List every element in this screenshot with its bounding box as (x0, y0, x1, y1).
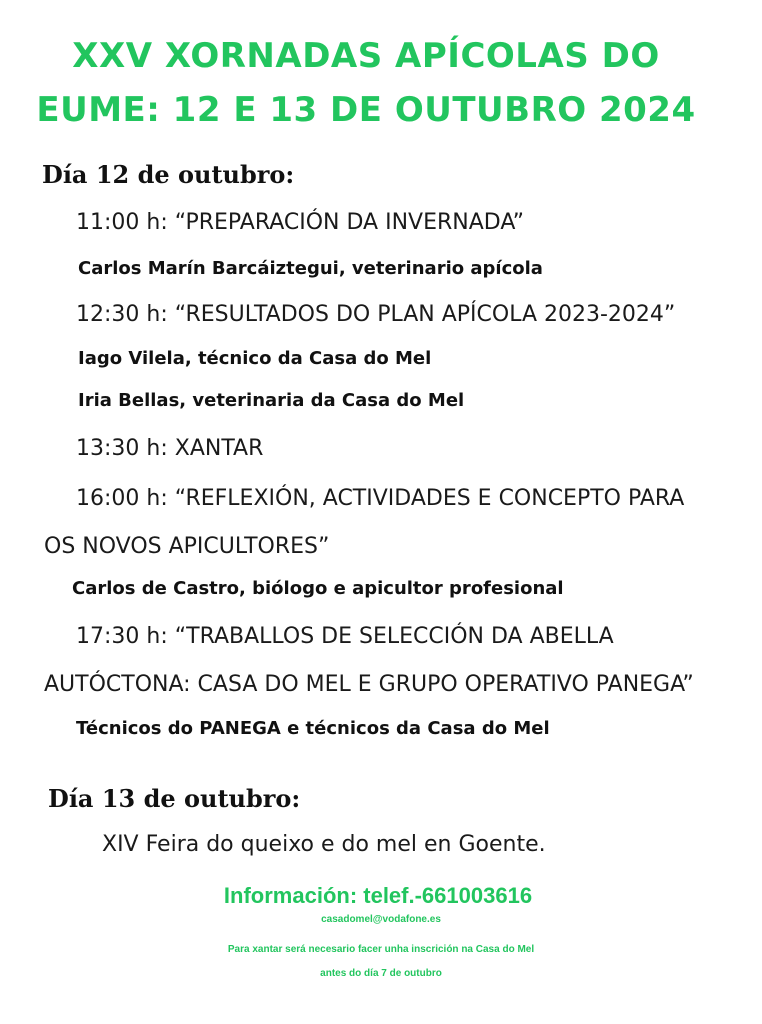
talk-1-title: 11:00 h: “PREPARACIÓN DA INVERNADA” (76, 210, 525, 235)
day-12-heading: Día 12 de outubro: (42, 160, 295, 189)
info-note-line-2: antes do día 7 de outubro (320, 968, 442, 979)
talk-2-title: 12:30 h: “RESULTADOS DO PLAN APÍCOLA 2023-2024” (76, 302, 676, 327)
day-13-event: XIV Feira do queixo e do mel en Goente. (102, 832, 546, 857)
info-email[interactable]: casadomel@vodafone.es (321, 914, 441, 925)
page-title-line-2: EUME: 12 E 13 DE OUTUBRO 2024 (36, 90, 696, 130)
talk-3-title-line-2: OS NOVOS APICULTORES” (44, 534, 330, 559)
talk-3-speaker: Carlos de Castro, biólogo e apicultor profesional (72, 578, 564, 599)
talk-4-title-line-2: AUTÓCTONA: CASA DO MEL E GRUPO OPERATIVO PANEGA” (44, 672, 694, 697)
info-phone: Información: telef.-661003616 (223, 883, 533, 908)
talk-4-speaker: Técnicos do PANEGA e técnicos da Casa do Mel (76, 718, 550, 739)
talk-2-speaker-b: Iria Bellas, veterinaria da Casa do Mel (78, 390, 465, 411)
day-13-heading: Día 13 de outubro: (48, 784, 301, 813)
talk-1-speaker: Carlos Marín Barcáiztegui, veterinario apícola (78, 258, 543, 279)
lunch-entry: 13:30 h: XANTAR (76, 436, 264, 461)
talk-3-title-line-1: 16:00 h: “REFLEXIÓN, ACTIVIDADES E CONCEPTO PARA (76, 486, 685, 511)
info-note-line-1: Para xantar será necesario facer unha inscrición na Casa do Mel (227, 944, 535, 955)
talk-2-speaker-a: Iago Vilela, técnico da Casa do Mel (78, 348, 432, 369)
talk-4-title-line-1: 17:30 h: “TRABALLOS DE SELECCIÓN DA ABELLA (76, 624, 614, 649)
page-title-line-1: XXV XORNADAS APÍCOLAS DO (72, 36, 660, 76)
